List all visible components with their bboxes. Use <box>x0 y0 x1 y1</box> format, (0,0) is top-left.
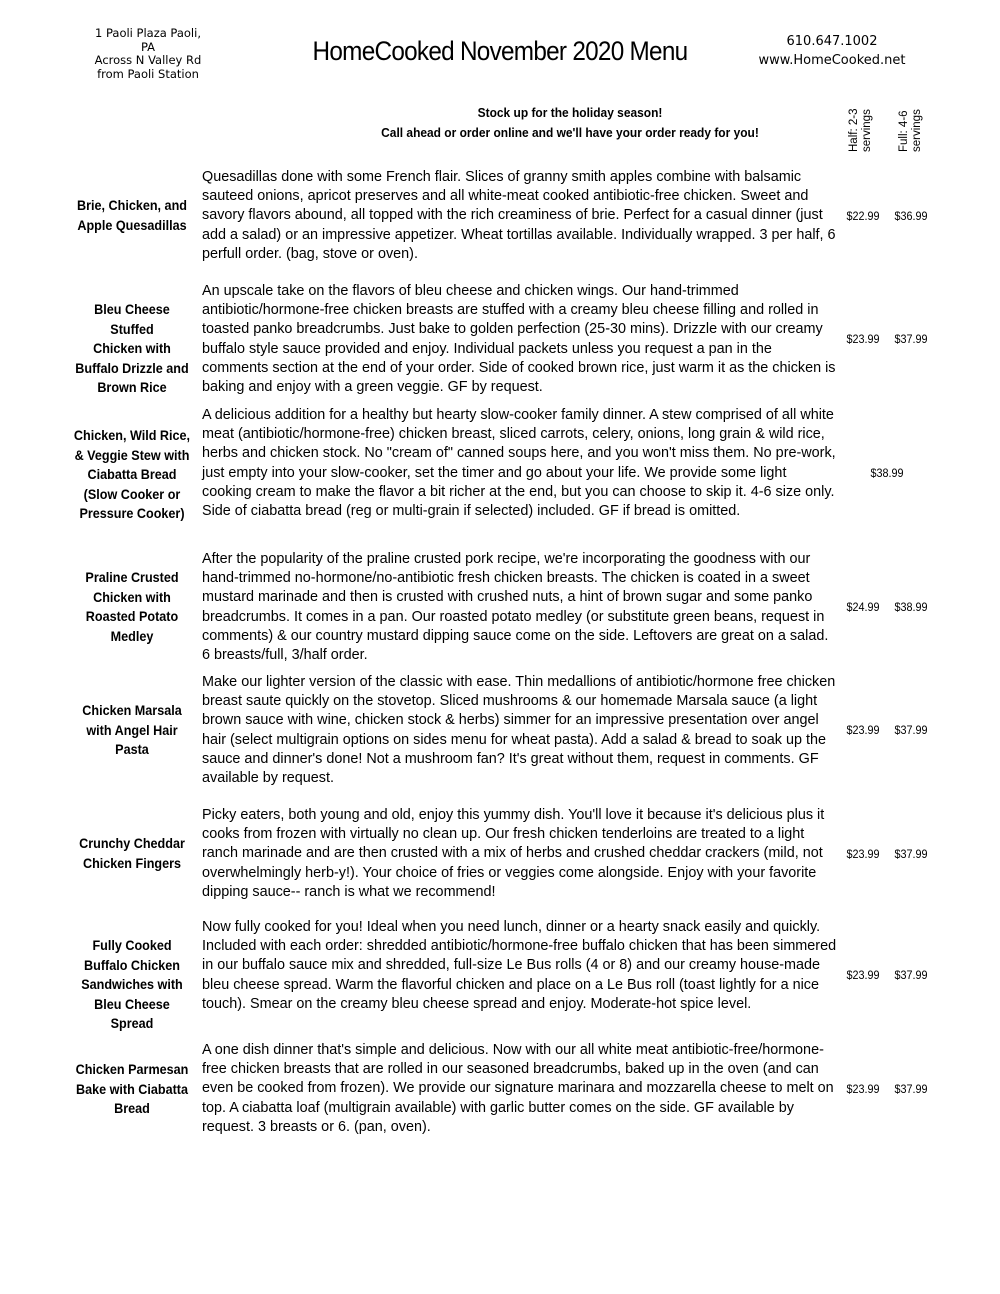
column-header-line: servings <box>860 109 873 152</box>
column-header-line: servings <box>910 109 923 152</box>
promo-line: Stock up for the holiday season! <box>477 105 663 120</box>
item-name: Praline Crusted Chicken with Roasted Potato Medley <box>85 569 179 644</box>
price-full: $37.99 <box>894 332 928 346</box>
price-half: $23.99 <box>846 1082 880 1096</box>
item-name: Chicken Marsala with Angel Hair Pasta <box>82 702 182 758</box>
price-full: $38.99 <box>894 600 928 614</box>
column-header-line: Full: 4-6 <box>898 110 910 152</box>
phone-number: 610.647.1002 <box>786 34 878 49</box>
price-full: $37.99 <box>894 847 928 861</box>
item-description: Now fully cooked for you! Ideal when you need lunch, dinner or a hearty snack easily and quickly. Included with each order: shredded antibiotic/hormone-free buffalo chicken that has been simmered in our buffalo sauce mix and shredded, full-size Le Bus rolls (4 or 8) and our creamy house-made bleu cheese spread. Warm the flavorful chicken and place on a Le Bus roll (toast lightly for a nice touch). Smear on the creamy bleu cheese spread and enjoy. Moderate-hot spice level. <box>202 919 837 1012</box>
price-full: $37.99 <box>894 968 928 982</box>
item-name: Chicken, Wild Rice, & Veggie Stew with Ciabatta Bread (Slow Cooker or Pressure Cooker) <box>73 427 191 522</box>
column-header-full <box>898 109 923 152</box>
address-line: PA <box>140 39 156 54</box>
item-name: Fully Cooked Buffalo Chicken Sandwiches with Bleu Cheese Spread <box>81 937 183 1032</box>
price-half: $24.99 <box>846 600 880 614</box>
address-line: Across N Valley Rd <box>94 53 202 67</box>
address-line: 1 Paoli Plaza Paoli, <box>95 26 201 40</box>
column-header-line: Half: 2-3 <box>848 108 860 152</box>
item-description: Quesadillas done with some French flair. Slices of granny smith apples combine with balsamic sauteed onions, apricot preserves and all white-meat cooked antibiotic-free chicken. Sweet and savory flavors abound, all topped with the rich creaminess of brie. Perfect for a casual dinner (just add a salad) or an impressive appetizer. Wheat tortillas available. Individually wrapped. 3 per half, 6 perfull order. (bag, stove or oven). <box>202 169 836 262</box>
column-header-half <box>848 109 873 152</box>
address-line: from Paoli Station <box>97 66 199 81</box>
item-description: After the popularity of the praline crusted pork recipe, we're incorporating the goodness with our hand-trimmed no-hormone/no-antibiotic fresh chicken breasts. The chicken is coated in a sweet mustard marinade and then is crusted with crushed nuts, a hint of brown sugar and some panko breadcrumbs. It comes in a pan. Our roasted potato medley (or substitute green beans, request in comments) & our country mustard dipping sauce come on the side. Leftovers are great on a salad. 6 breasts/full, 3/half order. <box>202 551 829 664</box>
item-name: Brie, Chicken, and Apple Quesadillas <box>77 197 187 233</box>
menu-title: HomeCooked November 2020 Menu <box>312 36 688 66</box>
promo-line: Call ahead or order online and we'll have your order ready for you! <box>381 125 759 140</box>
item-description: Picky eaters, both young and old, enjoy this yummy dish. You'll love it because it's delicious plus it cooks from frozen with virtually no clean up. Our fresh chicken tenderloins are treated to a light ranch marinade and are then crusted with a mix of herbs and crushed cheddar crackers (mild, not overwhelmingly herb-y!). Your choice of fries or veggies come alongside. Enjoy with your favorite dipping sauce-- ranch is what we recommend! <box>202 807 825 900</box>
promo-banner <box>322 103 819 143</box>
item-description: An upscale take on the flavors of bleu cheese and chicken wings. Our hand-trimmed antibiotic/hormone-free chicken breasts are stuffed with a creamy bleu cheese filling and rolled in toasted panko breadcrumbs. Just bake to golden perfection (25-30 mins). Drizzle with our creamy buffalo style sauce provided and enjoy. Individual packets unless you request a pan in the comments section at the end of your order. Side of cooked brown rice, just warm it as the chicken is baking and enjoy with a green veggie. GF by request. <box>202 283 836 396</box>
item-name: Chicken Parmesan Bake with Ciabatta Bread <box>75 1061 189 1117</box>
price-full: $36.99 <box>894 209 928 223</box>
item-description: A delicious addition for a healthy but hearty slow-cooker family dinner. A stew comprised of all white meat (antibiotic/hormone-free) chicken breast, sliced carrots, celery, onions, long grain & wild rice, herbs and chicken stock. No "cream of" canned soups here, and you won't miss them. No pre-work, just empty into your slow-cooker, set the timer and go about your life. We provide some light cooking cream to make the flavor a bit richer at the end, but you can choose to skip it. 4-6 size only. Side of ciabatta bread (reg or multi-grain if selected) included. GF if bread is omitted. <box>202 407 836 520</box>
price-full: $37.99 <box>894 723 928 737</box>
price-half: $23.99 <box>846 968 880 982</box>
contact-info <box>752 32 912 70</box>
website-url: www.HomeCooked.net <box>758 53 906 68</box>
price-half: $22.99 <box>846 209 880 223</box>
price-half: $23.99 <box>846 847 880 861</box>
item-description: A one dish dinner that's simple and delicious. Now with our all white meat antibiotic-free/hormone-free chicken breasts that are rolled in our seasoned breadcrumbs, baked up in the oven (and can even be cooked from frozen). We provide our signature marinara and mozzarella cheese to melt on top. A ciabatta loaf (multigrain available) with garlic butter comes on the side. GF available by request. 3 breasts or 6. (pan, oven). <box>202 1042 834 1135</box>
item-name: Crunchy Cheddar Chicken Fingers <box>79 835 185 871</box>
price-half: $23.99 <box>846 332 880 346</box>
price-half: $23.99 <box>846 723 880 737</box>
item-name: Bleu Cheese Stuffed Chicken with Buffalo Drizzle and Brown Rice <box>75 301 189 396</box>
store-address <box>86 27 210 81</box>
price-full-only: $38.99 <box>870 466 904 480</box>
price-full: $37.99 <box>894 1082 928 1096</box>
item-description: Make our lighter version of the classic with ease. Thin medallions of antibiotic/hormone free chicken breast saute quickly on the stovetop. Sliced mushrooms & our homemade Marsala sauce (a light brown sauce with wine, chicken stock & herbs) simmer for an impressive presentation over angel hair (select multigrain options on sides menu for wheat pasta). Add a salad & bread to soak up the sauce and dinner's done! Not a mushroom fan? It's great without them, request in comments. GF available by request. <box>202 674 836 787</box>
